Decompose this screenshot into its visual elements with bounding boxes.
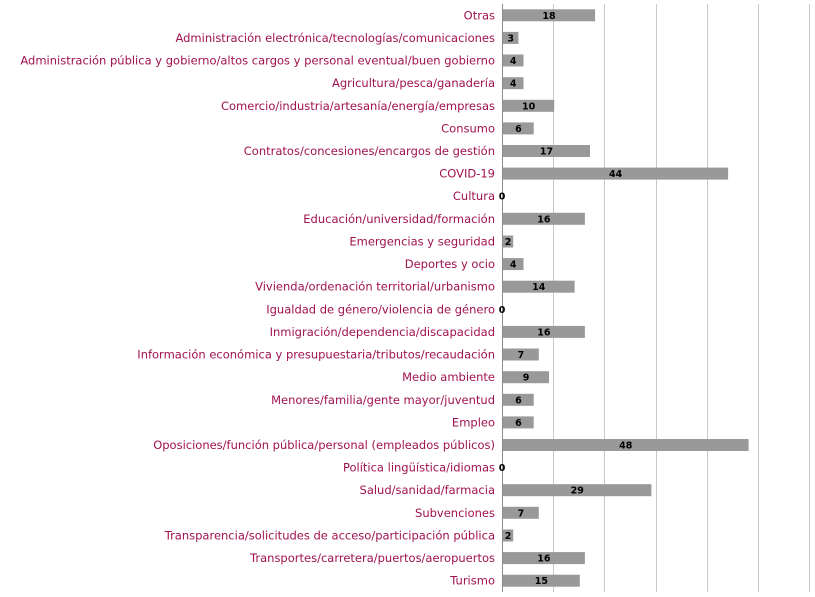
category-label: Oposiciones/función pública/personal (empleados públicos) xyxy=(153,438,495,452)
category-label: Menores/familia/gente mayor/juventud xyxy=(271,392,495,407)
value-label: 14 xyxy=(532,282,546,294)
category-label: Consumo xyxy=(441,121,495,136)
value-label: 9 xyxy=(522,372,530,384)
category-label: Vivienda/ordenación territorial/urbanismo xyxy=(255,279,495,294)
value-label: 16 xyxy=(537,327,551,339)
category-label: Turismo xyxy=(450,573,495,588)
category-label: Administración electrónica/tecnologías/comunicaciones xyxy=(175,30,495,45)
value-label: 6 xyxy=(515,417,522,429)
value-label: 15 xyxy=(534,576,549,588)
value-label: 2 xyxy=(504,237,512,248)
value-label: 4 xyxy=(509,78,517,90)
gridlines xyxy=(554,4,810,592)
category-label: Agricultura/pesca/ganadería xyxy=(332,76,495,91)
category-label: Transparencia/solicitudes de acceso/participación pública xyxy=(164,528,495,543)
value-label: 0 xyxy=(498,463,506,475)
value-label: 48 xyxy=(619,440,633,452)
value-label: 16 xyxy=(537,553,551,565)
category-label: Administración pública y gobierno/altos cargos y personal eventual/buen gobierno xyxy=(20,53,495,68)
value-label: 29 xyxy=(570,485,584,497)
value-label: 44 xyxy=(608,169,623,181)
value-label: 7 xyxy=(517,508,525,520)
category-label: COVID-19 xyxy=(439,166,495,181)
category-label: Información económica y presupuestaria/tributos/recaudación xyxy=(137,347,495,362)
value-label: 18 xyxy=(542,10,556,22)
category-label: Comercio/industria/artesanía/energía/empresas xyxy=(220,98,495,113)
category-label: Contratos/concesiones/encargos de gestión xyxy=(243,144,495,158)
category-label: Subvenciones xyxy=(415,505,495,520)
value-label: 2 xyxy=(504,531,512,542)
value-label: 7 xyxy=(517,350,525,361)
value-label: 16 xyxy=(537,214,551,226)
value-label: 0 xyxy=(498,304,506,316)
bars xyxy=(503,9,749,586)
category-label: Educación/universidad/formación xyxy=(303,211,495,226)
value-label: 3 xyxy=(507,33,515,45)
category-label: Emergencias y seguridad xyxy=(349,234,495,249)
category-label: Inmigración/dependencia/discapacidad xyxy=(269,324,495,339)
value-label: 4 xyxy=(509,259,517,271)
category-label: Otras xyxy=(463,8,495,23)
category-label: Empleo xyxy=(451,415,495,430)
category-label: Igualdad de género/violencia de género xyxy=(266,302,495,317)
value-label: 0 xyxy=(498,191,506,203)
category-label: Transportes/carretera/puertos/aeropuertos xyxy=(250,551,495,566)
value-label: 6 xyxy=(515,123,522,135)
category-label: Deportes y ocio xyxy=(404,257,495,272)
category-label: Cultura xyxy=(452,189,495,204)
category-labels xyxy=(20,8,495,587)
value-label: 6 xyxy=(515,395,522,407)
value-label: 4 xyxy=(509,56,517,67)
value-label: 10 xyxy=(521,101,536,113)
category-label: Política lingüística/idiomas xyxy=(342,460,495,475)
category-label: Medio ambiente xyxy=(402,370,495,385)
value-label: 17 xyxy=(539,146,554,158)
value-labels xyxy=(499,11,633,587)
category-label: Salud/sanidad/farmacia xyxy=(359,483,495,498)
